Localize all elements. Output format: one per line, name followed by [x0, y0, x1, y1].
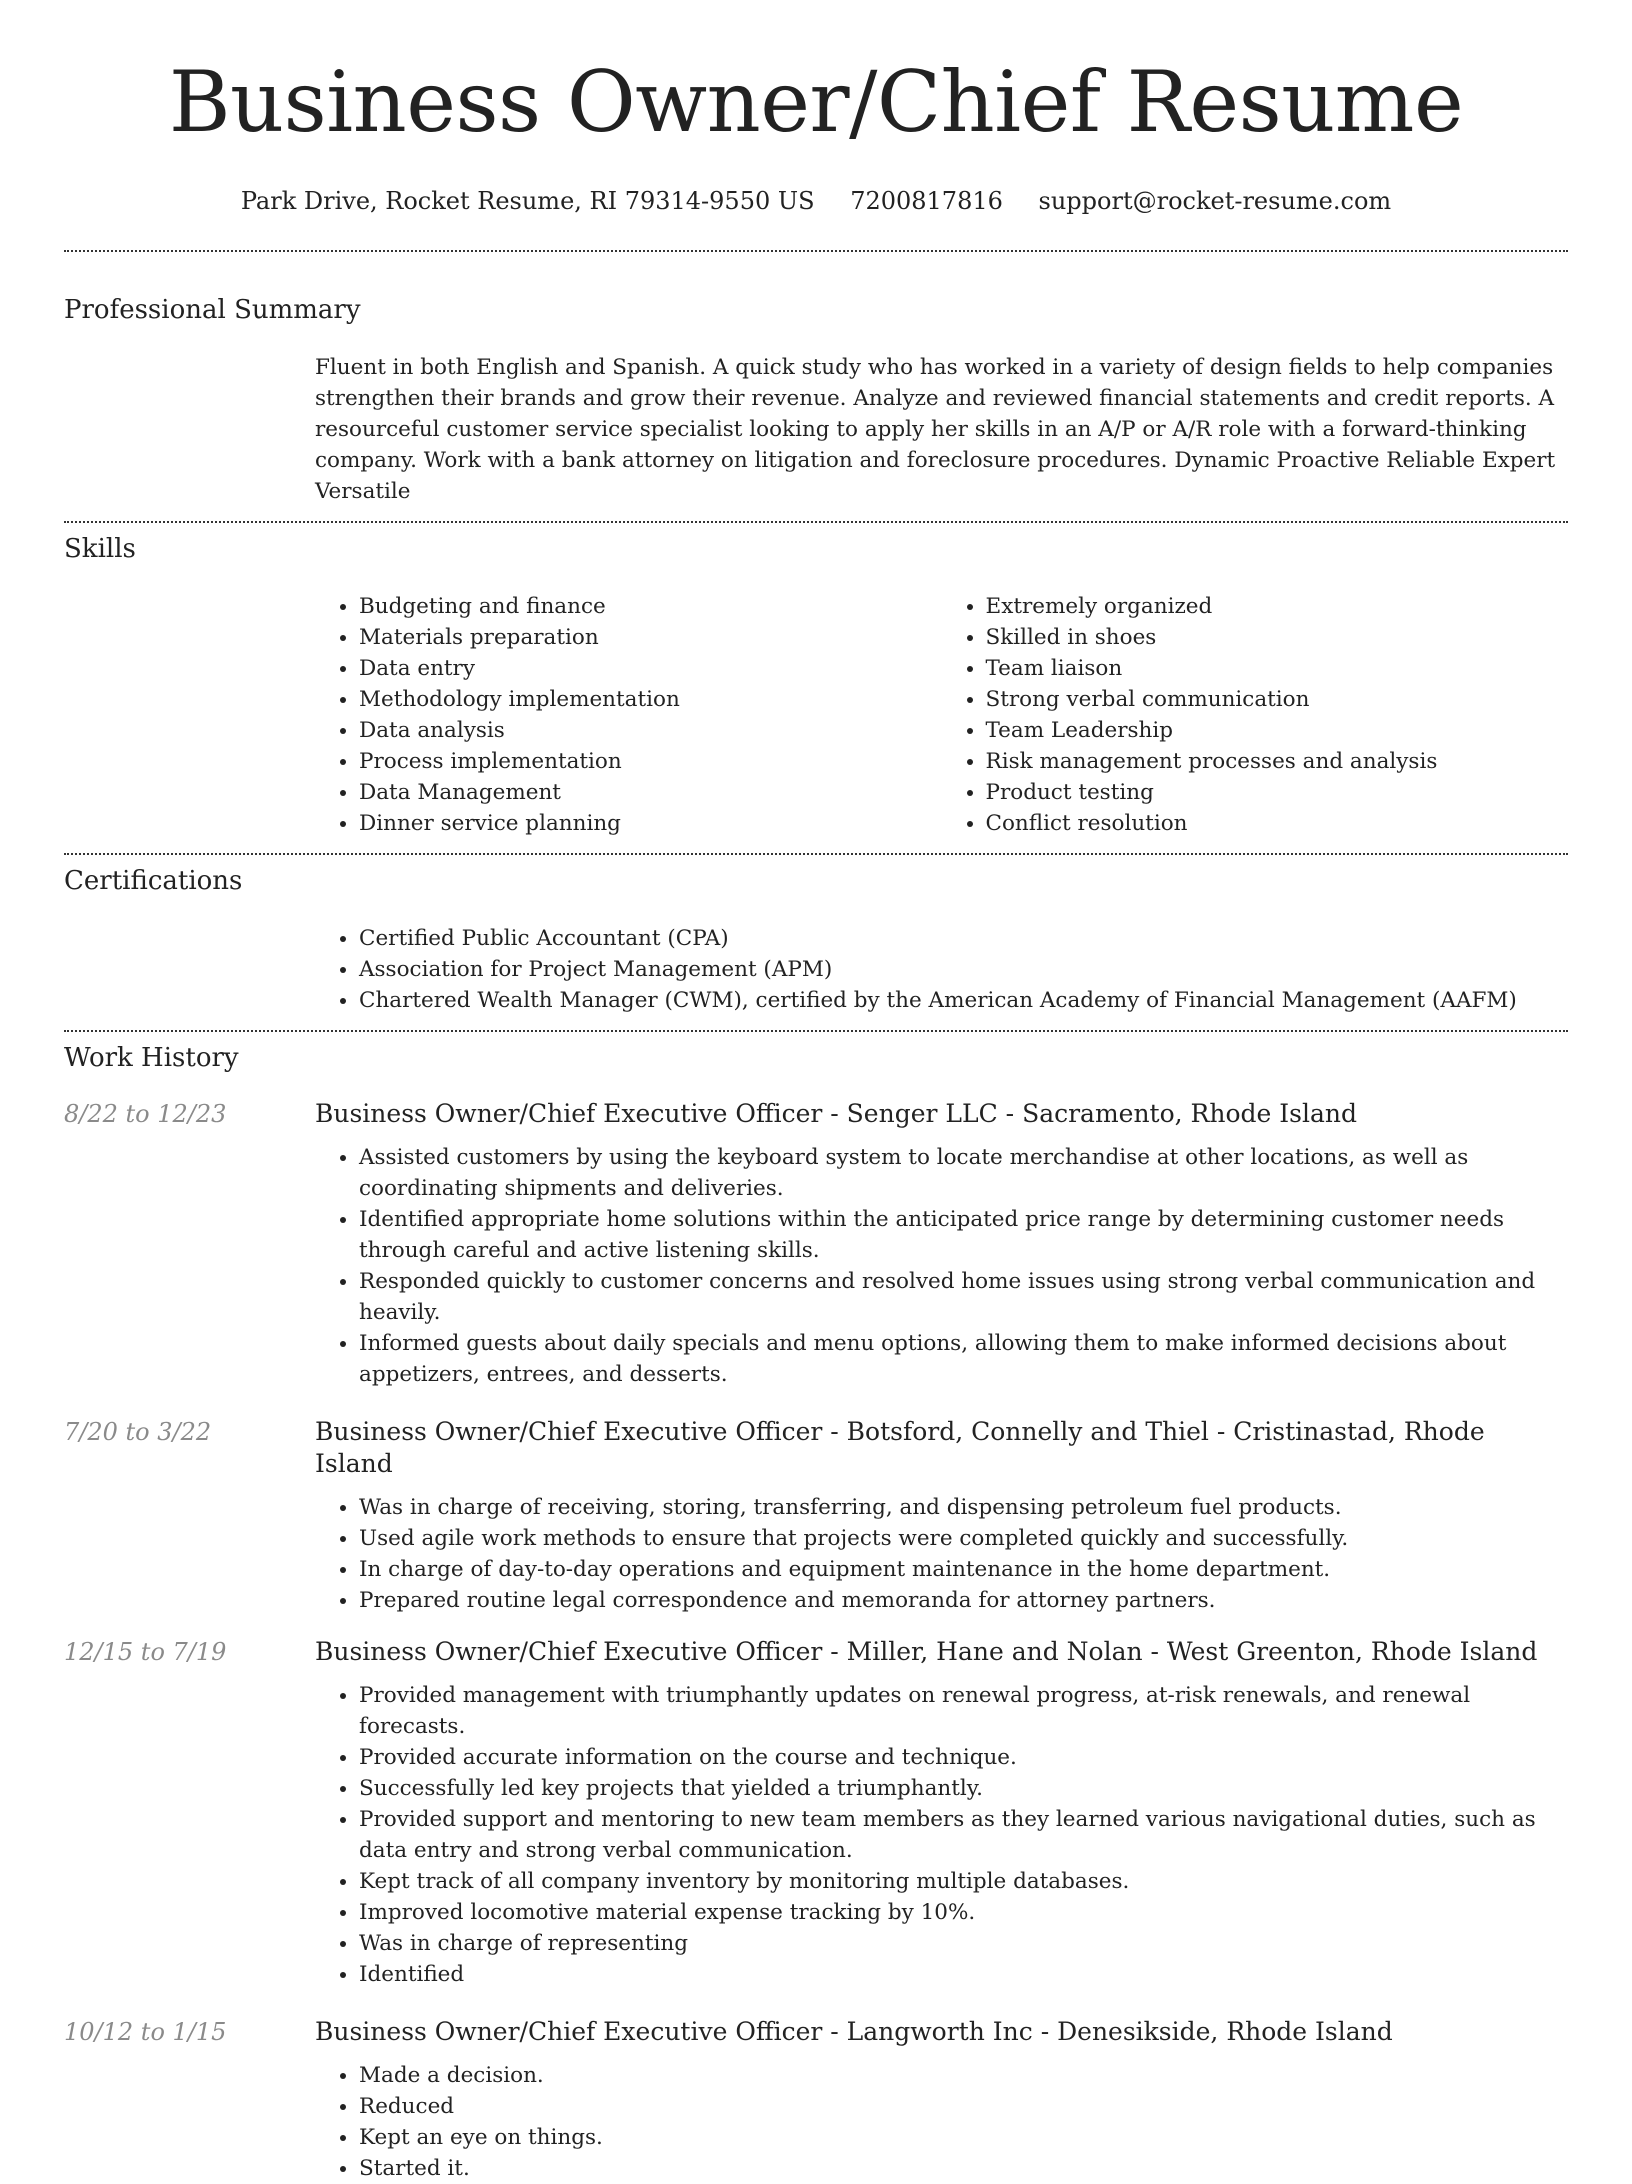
- skills-list-right: [942, 591, 1569, 839]
- divider: [64, 1030, 1568, 1032]
- job-entry: [64, 1098, 1568, 1390]
- list-item: • Provided management with triumphantly updates on renewal progress, at-risk renewals, and renewal forecasts.: [359, 1680, 1568, 1742]
- list-item: • Data entry: [359, 653, 942, 684]
- divider: [64, 250, 1568, 252]
- summary-section: [64, 294, 1568, 521]
- list-item: • Chartered Wealth Manager (CWM), certified by the American Academy of Financial Management (AAFM): [359, 985, 1568, 1016]
- list-item: • Identified: [359, 1959, 1568, 1990]
- list-item: • Was in charge of representing: [359, 1928, 1568, 1959]
- skills-section: [64, 533, 1568, 839]
- job-body: [315, 1636, 1568, 1990]
- job-bullets: [315, 1492, 1568, 1616]
- job-dates: 7/20 to 3/22: [64, 1418, 212, 1446]
- contact-address: Park Drive, Rocket Resume, RI 79314-9550 US: [240, 187, 815, 215]
- certifications-list: [315, 923, 1568, 1016]
- certifications-section: [64, 865, 1568, 1016]
- list-item: • Strong verbal communication: [986, 684, 1569, 715]
- list-item: • Provided accurate information on the course and technique.: [359, 1742, 1568, 1773]
- list-item: • Informed guests about daily specials and menu options, allowing them to make informed decisions about appetizers, entrees, and desserts.: [359, 1328, 1568, 1390]
- list-item: • In charge of day-to-day operations and equipment maintenance in the home department.: [359, 1554, 1568, 1585]
- resume-page: [64, 0, 1568, 2184]
- list-item: • Extremely organized: [986, 591, 1569, 622]
- job-entry: [64, 1636, 1568, 1990]
- contact-email: support@rocket-resume.com: [1038, 187, 1392, 215]
- job-dates: 8/22 to 12/23: [64, 1100, 227, 1128]
- list-item: • Certified Public Accountant (CPA): [359, 923, 1568, 954]
- list-item: • Provided support and mentoring to new team members as they learned various navigational duties, such as data entry and strong verbal communication.: [359, 1804, 1568, 1866]
- job-dates: 10/12 to 1/15: [64, 2018, 227, 2046]
- work-history-heading: Work History: [64, 1043, 239, 1073]
- job-bullets: [315, 1142, 1568, 1390]
- job-bullets: [315, 1680, 1568, 1990]
- job-title: Business Owner/Chief Executive Officer - Miller, Hane and Nolan - West Greenton, Rhode Island: [315, 1637, 1538, 1666]
- list-item: • Conflict resolution: [986, 808, 1569, 839]
- list-item: • Data analysis: [359, 715, 942, 746]
- job-entry: [64, 1416, 1568, 1616]
- jobs-list: [64, 1098, 1568, 2184]
- list-item: • Kept track of all company inventory by monitoring multiple databases.: [359, 1866, 1568, 1897]
- list-item: • Team Leadership: [986, 715, 1569, 746]
- job-body: [315, 1416, 1568, 1616]
- resume-title: Business Owner/Chief Resume: [168, 53, 1464, 151]
- list-item: • Process implementation: [359, 746, 942, 777]
- job-body: [315, 1098, 1568, 1390]
- job-entry: [64, 2016, 1568, 2184]
- list-item: • Was in charge of receiving, storing, transferring, and dispensing petroleum fuel products.: [359, 1492, 1568, 1523]
- list-item: • Successfully led key projects that yielded a triumphantly.: [359, 1773, 1568, 1804]
- job-body: [315, 2016, 1568, 2184]
- divider: [64, 521, 1568, 523]
- certifications-content: [315, 923, 1568, 1016]
- list-item: • Used agile work methods to ensure that projects were completed quickly and successfully.: [359, 1523, 1568, 1554]
- job-title: Business Owner/Chief Executive Officer - Botsford, Connelly and Thiel - Cristinastad, Rhode Island: [315, 1417, 1485, 1478]
- list-item: • Product testing: [986, 777, 1569, 808]
- list-item: • Kept an eye on things.: [359, 2122, 1568, 2153]
- list-item: • Reduced: [359, 2091, 1568, 2122]
- divider: [64, 853, 1568, 855]
- list-item: • Responded quickly to customer concerns and resolved home issues using strong verbal communication and heavily.: [359, 1266, 1568, 1328]
- job-bullets: [315, 2060, 1568, 2184]
- list-item: • Prepared routine legal correspondence and memoranda for attorney partners.: [359, 1585, 1568, 1616]
- skills-heading: Skills: [64, 534, 136, 564]
- contact-line: [64, 186, 1568, 216]
- contact-phone: 7200817816: [850, 187, 1003, 215]
- skills-grid: [315, 591, 1568, 839]
- certifications-heading: Certifications: [64, 866, 243, 896]
- list-item: • Started it.: [359, 2153, 1568, 2184]
- job-dates: 12/15 to 7/19: [64, 1638, 227, 1666]
- job-title: Business Owner/Chief Executive Officer - Langworth Inc - Denesikside, Rhode Island: [315, 2017, 1393, 2046]
- list-item: • Dinner service planning: [359, 808, 942, 839]
- list-item: • Materials preparation: [359, 622, 942, 653]
- list-item: • Methodology implementation: [359, 684, 942, 715]
- list-item: • Skilled in shoes: [986, 622, 1569, 653]
- list-item: • Data Management: [359, 777, 942, 808]
- list-item: • Made a decision.: [359, 2060, 1568, 2091]
- list-item: • Improved locomotive material expense tracking by 10%.: [359, 1897, 1568, 1928]
- list-item: • Association for Project Management (APM): [359, 954, 1568, 985]
- list-item: • Identified appropriate home solutions within the anticipated price range by determining customer needs through careful and active listening skills.: [359, 1204, 1568, 1266]
- list-item: • Assisted customers by using the keyboard system to locate merchandise at other locations, as well as coordinating shipments and deliveries.: [359, 1142, 1568, 1204]
- skills-list-left: [315, 591, 942, 839]
- list-item: • Budgeting and finance: [359, 591, 942, 622]
- job-title: Business Owner/Chief Executive Officer - Senger LLC - Sacramento, Rhode Island: [315, 1099, 1357, 1128]
- work-history-section: [64, 1042, 1568, 2184]
- summary-text: Fluent in both English and Spanish. A quick study who has worked in a variety of design fields to help companies strengthen their brands and grow their revenue. Analyze and reviewed financial statements and credit reports. A resourceful customer service specialist looking to apply her skills in an A/P or A/R role with a forward-thinking company. Work with a bank attorney on litigation and foreclosure procedures. Dynamic Proactive Reliable Expert Versatile: [315, 355, 1556, 504]
- summary-heading: Professional Summary: [64, 295, 361, 325]
- list-item: • Risk management processes and analysis: [986, 746, 1569, 777]
- list-item: • Team liaison: [986, 653, 1569, 684]
